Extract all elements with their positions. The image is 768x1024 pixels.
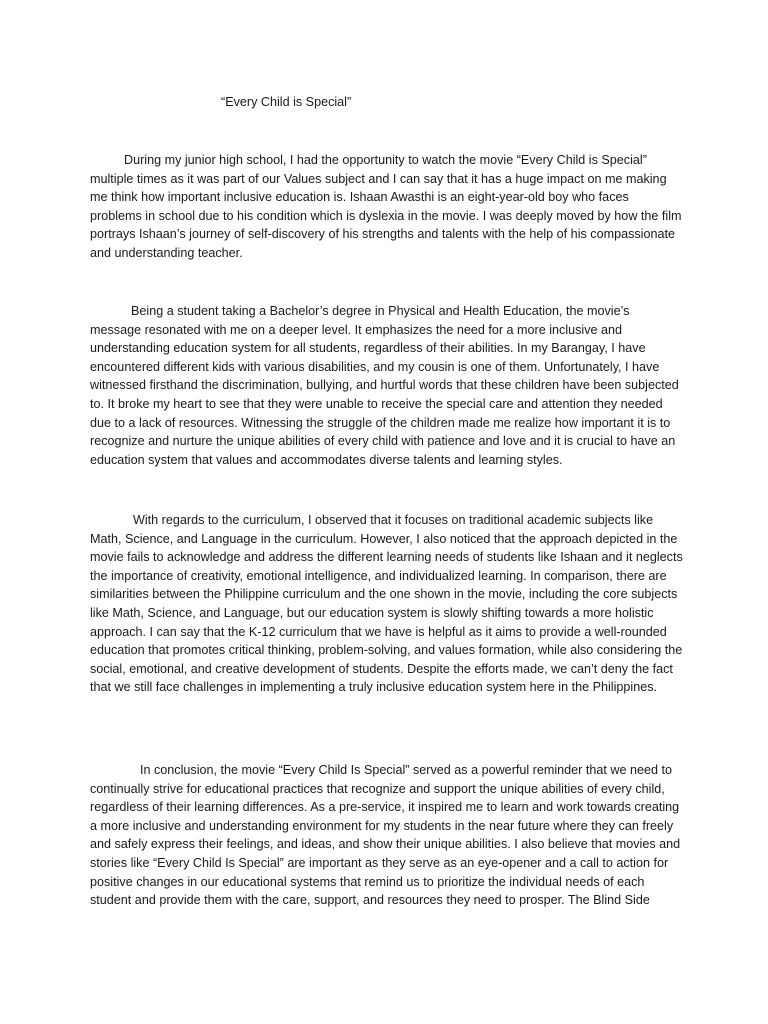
document-title: “Every Child is Special” bbox=[221, 95, 352, 109]
paragraph-conclusion: In conclusion, the movie “Every Child Is Special” served as a powerful reminder that we need to continually strive for educational practices that recognize and support the unique abilities of every child, regardless of their learning differences. As a pre-service, it inspired me to learn and work towards creating a more inclusive and understanding environment for my students in the near future where they can freely and safely express their feelings, and ideas, and show their unique abilities. I also believe that movies and stories like “Every Child Is Special” are important as they serve as an eye-opener and a call to action for positive changes in our educational systems that remind us to prioritize the individual needs of each student and provide them with the care, support, and resources they need to prosper. The Blind Side bbox=[90, 763, 681, 908]
paragraph-curriculum: With regards to the curriculum, I observed that it focuses on traditional academic subjects like Math, Science, and Language in the curriculum. However, I also noticed that the approach depicted in the movie fails to acknowledge and address the different learning needs of students like Ishaan and it neglects the importance of creativity, emotional intelligence, and individualized learning. In comparison, there are similarities between the Philippine curriculum and the one shown in the movie, including the core subjects like Math, Science, and Language, but our education system is slowly shifting towards a more holistic approach. I can say that the K-12 curriculum that we have is helpful as it aims to provide a well-rounded education that promotes critical thinking, problem-solving, and values formation, while also considering the social, emotional, and creative development of students. Despite the efforts made, we can’t deny the fact that we still face challenges in implementing a truly inclusive education system here in the Philippines. bbox=[90, 513, 683, 695]
paragraph-intro: During my junior high school, I had the opportunity to watch the movie “Every Child is Special” multiple times as it was part of our Values subject and I can say that it has a huge impact on me making me think how important inclusive education is. Ishaan Awasthi is an eight-year-old boy who faces problems in school due to his condition which is dyslexia in the movie. I was deeply moved by how the film portrays Ishaan’s journey of self-discovery of his strengths and talents with the help of his compassionate and understanding teacher. bbox=[90, 153, 682, 260]
paragraph-personal-reflection: Being a student taking a Bachelor’s degree in Physical and Health Education, the movie’s message resonated with me on a deeper level. It emphasizes the need for a more inclusive and understanding education system for all students, regardless of their abilities. In my Barangay, I have encountered different kids with various disabilities, and my cousin is one of them. Unfortunately, I have witnessed firsthand the discrimination, bullying, and hurtful words that these children have been subjected to. It broke my heart to see that they were unable to receive the special care and attention they needed due to a lack of resources. Witnessing the struggle of the children made me realize how important it is to recognize and nurture the unique abilities of every child with patience and love and it is crucial to have an education system that values and accommodates diverse talents and learning styles. bbox=[90, 304, 679, 467]
